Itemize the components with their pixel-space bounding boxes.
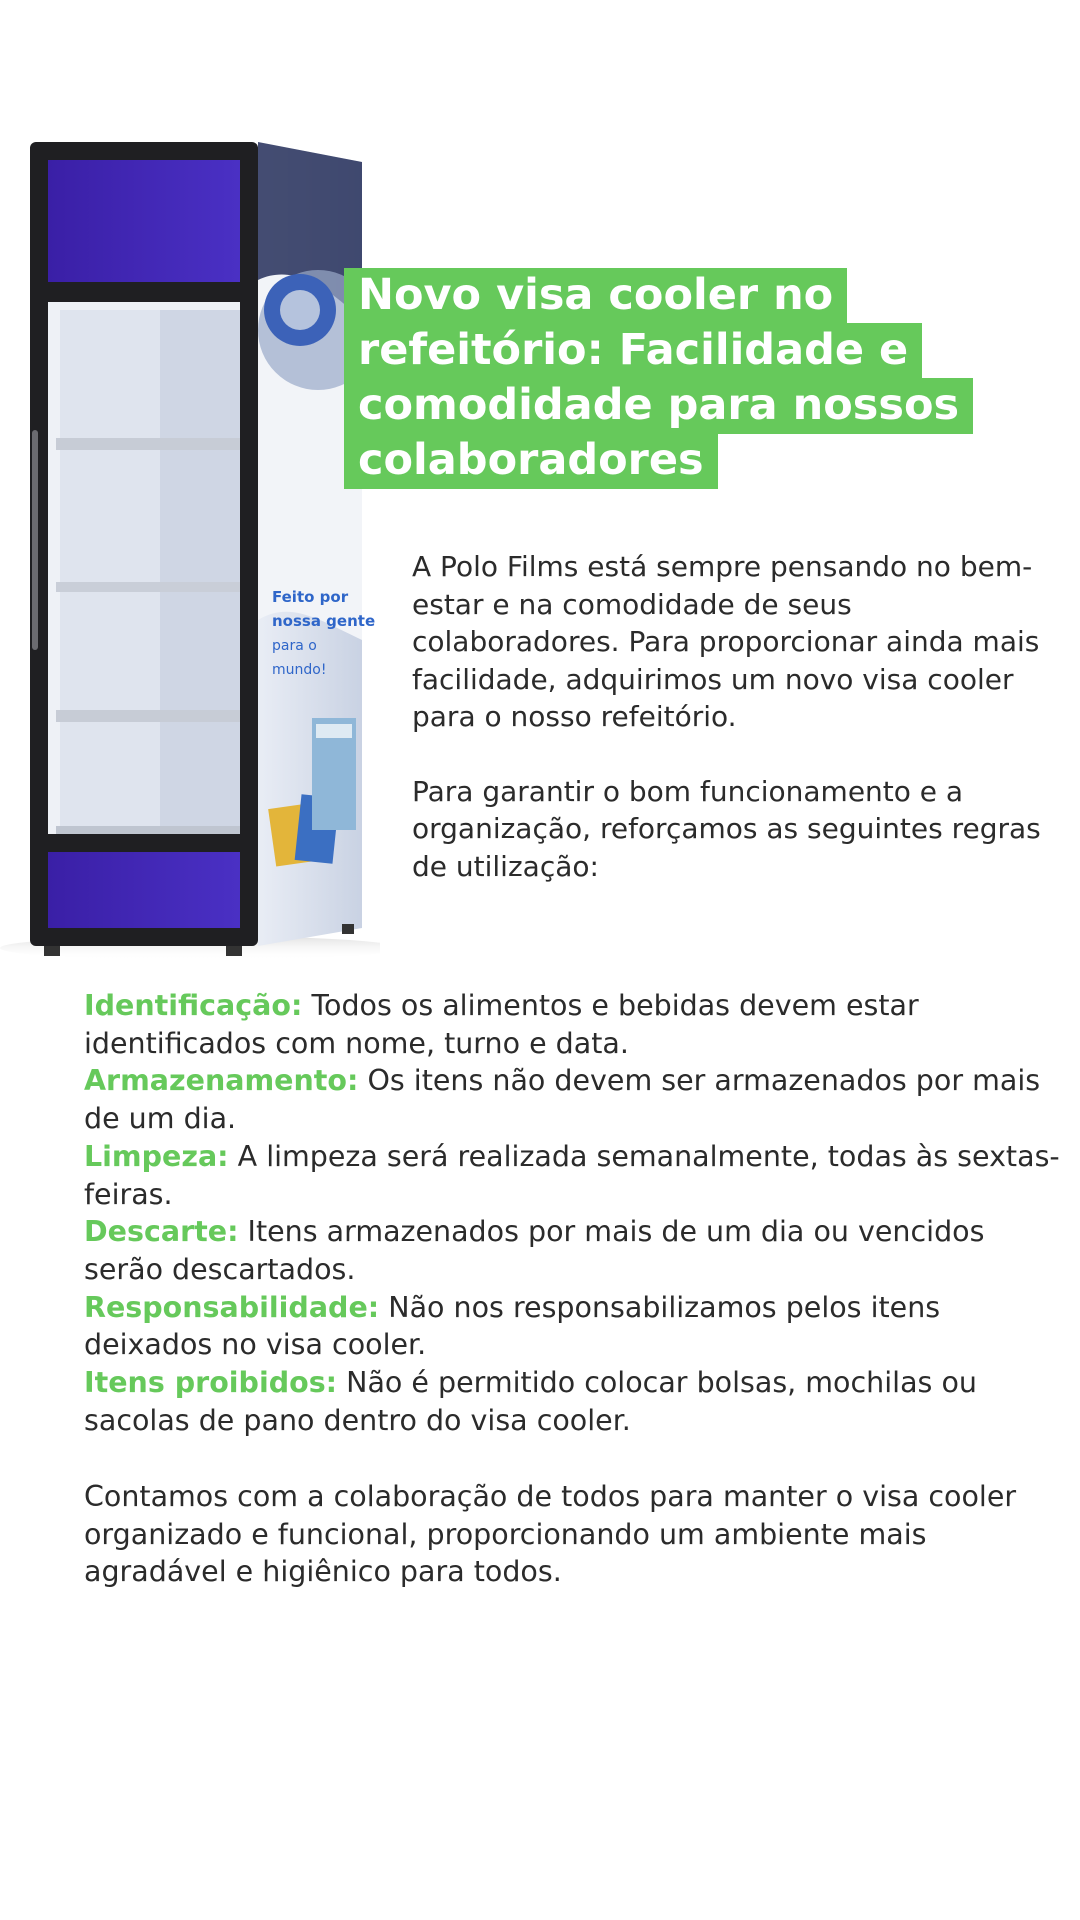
rule-item [84, 1213, 1064, 1288]
slogan-line: para o [272, 638, 317, 654]
slogan-line: mundo! [272, 662, 327, 678]
rule-item [84, 1364, 1064, 1439]
rule-label: Responsabilidade: [84, 1290, 380, 1324]
rule-item [84, 1138, 1064, 1213]
rule-text: Não nos responsabilizamos pelos itens deixados no visa cooler. [84, 1290, 941, 1362]
rules-list [84, 987, 1064, 1439]
rule-item [84, 987, 1064, 1062]
closing-text: Contamos com a colaboração de todos para manter o visa cooler organizado e funcional, proporcionando um ambiente mais agradável e higiênico para todos. [84, 1480, 1017, 1589]
rule-label: Itens proibidos: [84, 1366, 338, 1400]
rule-text: Itens armazenados por mais de um dia ou vencidos serão descartados. [84, 1215, 985, 1286]
rule-text: Todos os alimentos e bebidas devem estar identificados com nome, turno e data. [84, 989, 919, 1060]
rule-text: Não é permitido colocar bolsas, mochilas ou sacolas de pano dentro do visa cooler. [84, 1366, 977, 1437]
slogan-line: Feito por [272, 588, 349, 606]
rule-label: Limpeza: [84, 1139, 229, 1173]
rule-item [84, 1289, 1064, 1364]
visa-cooler-illustration [0, 120, 380, 960]
headline-line: refeitório: Facilidade e [344, 323, 922, 379]
rule-text: A limpeza será realizada semanalmente, todas às sextas-feiras. [84, 1139, 1060, 1211]
rule-label: Descarte: [84, 1215, 239, 1249]
rule-label: Identificação: [84, 989, 303, 1022]
intro-paragraph: Para garantir o bom funcionamento e a organização, reforçamos as seguintes regras de utilização: [412, 774, 1041, 883]
headline-line: colaboradores [344, 433, 718, 489]
slogan-line: nossa gente [272, 612, 376, 630]
intro-paragraph: A Polo Films está sempre pensando no bem-estar e na comodidade de seus colaboradores. Para proporcionar ainda mais facilidade, adquirimos um novo visa cooler para o nosso refeitório. [412, 550, 1040, 733]
rule-item [84, 1062, 1064, 1137]
headline [344, 268, 984, 488]
intro-text [412, 548, 1052, 885]
headline-line: Novo visa cooler no [344, 268, 847, 324]
headline-line: comodidade para nossos [344, 378, 973, 434]
rule-text: Os itens não devem ser armazenados por mais de um dia. [84, 1064, 1041, 1136]
rule-label: Armazenamento: [84, 1064, 359, 1098]
